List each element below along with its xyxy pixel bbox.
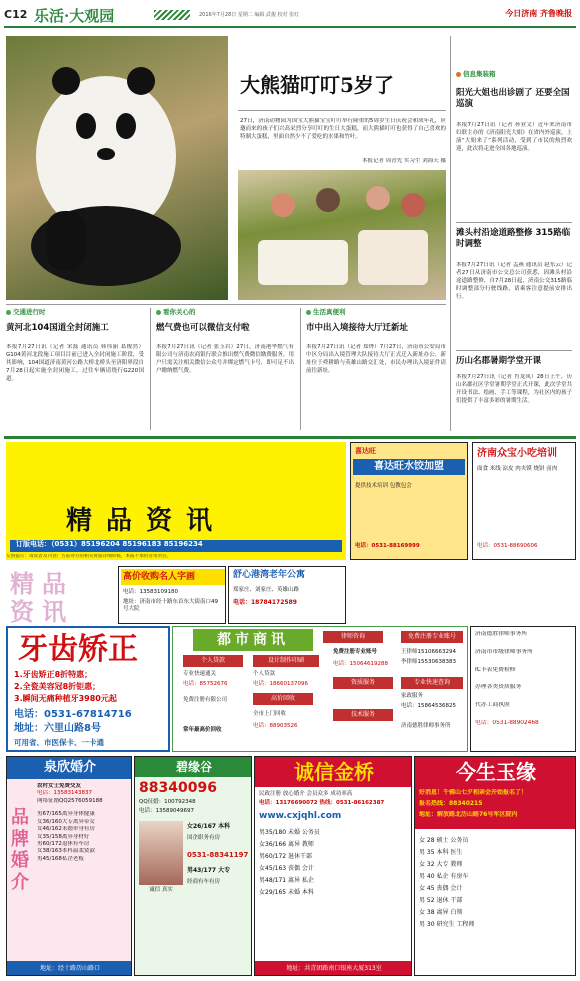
- banquet-brand: 喜达旺: [355, 447, 376, 455]
- bullet-icon: [6, 310, 11, 315]
- quanxin-side: 品牌婚介: [11, 807, 29, 893]
- jinsheng-item: 女 32 大专 教师: [419, 861, 463, 868]
- dushi-item: 个人贷款: [253, 671, 276, 677]
- side-body-3: 本报7月27日讯（记者 肖龙凤）28日上午，历山名郡社区学堂暑期学堂正式开课，此次学堂共开设书法、绘画、手工等课程，为社区内的孩子们提供了丰富多彩的暑期生活。: [456, 374, 572, 404]
- dushi-cat: 设计制作印刷: [253, 655, 319, 667]
- news-item: [156, 308, 294, 428]
- banquet-line-1: 提供技术培训 包教包会: [355, 483, 412, 489]
- news-title: 黄河北104国道全封闭施工: [6, 322, 109, 333]
- lead-title: 大熊猫叮叮5岁了: [240, 73, 394, 97]
- divider: [6, 304, 446, 305]
- quanxin-line: 农村女士免费交友: [37, 783, 82, 789]
- notice-line: IC卡表免费检修: [475, 666, 516, 673]
- jinsheng-ad: [414, 756, 576, 976]
- quanxin-line: 网络征婚QQ2576059188: [37, 797, 103, 804]
- jingpin-hotline: [10, 540, 342, 552]
- side-kicker: [456, 70, 496, 79]
- xingfu-line-1: 家政服务: [401, 693, 424, 699]
- dushi-cat: 高价回收: [253, 693, 313, 705]
- gaojia-logo-2: 资讯: [10, 597, 74, 626]
- bihe-ad: [134, 756, 252, 976]
- quanxin-line: 电话：13583143837: [37, 790, 92, 797]
- dental-title: 牙齿矫正: [18, 632, 138, 667]
- jingpin-notice: 友情提示：请读者及刊登广告前对方的相关资质详细审核，本报不承担连带责任。: [6, 554, 172, 559]
- side-title-1: 阳光大姐也出诊剧了 还要全国巡演: [456, 88, 570, 110]
- page-number: C12: [4, 8, 28, 21]
- notice-line: 济南市市级律师事务所: [475, 648, 533, 655]
- dushi-tel: 电话：15064619288: [333, 661, 388, 667]
- dushi-cat: 资质服务: [333, 677, 393, 689]
- shugang-ad: [228, 566, 346, 624]
- news-title: 燃气费也可以微信支付啦: [156, 322, 250, 333]
- dental-ad: [6, 626, 170, 752]
- shugang-title: 舒心港湾老年公寓: [233, 570, 306, 580]
- news-item: [6, 308, 144, 428]
- dushi-tel: 电话：85752676: [183, 681, 228, 687]
- right-notice-column: [470, 626, 576, 752]
- hotline-label: 订版电话：: [16, 540, 51, 548]
- dental-line-2: 2.全瓷美容冠8折钜惠；: [14, 682, 101, 691]
- news-kicker-label: 生活真便利: [313, 308, 346, 316]
- quanxin-line: 男67/165离异身体健康: [37, 811, 95, 818]
- newspaper-brand: 今日济南 齐鲁晚报: [505, 9, 572, 18]
- chengxin-item: 女45/163 丧偶 会计: [259, 865, 314, 872]
- jinsheng-item: 男 30 研究生 工程师: [419, 921, 475, 928]
- chengxin-line-1: 民政注册 放心婚介 会员众多 成功率高: [259, 791, 353, 797]
- chengxin-item: 女29/165 未婚 本科: [259, 889, 314, 896]
- quanxin-line: 男60/172退休有车房: [37, 840, 90, 847]
- jinsheng-line-3: 地址：解放路北历山路76号军区院内: [419, 811, 518, 819]
- chengxin-list: [259, 827, 409, 899]
- birthday-photo: [238, 170, 446, 300]
- dushi-cat: 免费注册专业账号: [401, 631, 463, 643]
- jinsheng-item: 男 35 本科 医生: [419, 849, 463, 856]
- quanxin-title: 泉欣婚介: [7, 757, 132, 779]
- jinsheng-item: 男 52 退休 干部: [419, 897, 463, 904]
- notice-line: 代办工商执照: [475, 702, 510, 709]
- chengxin-line-2: 电话：13176690072 热线：0531-86162387: [259, 800, 385, 806]
- snack-ad: [472, 442, 576, 560]
- bihe-tel: 88340096: [139, 780, 217, 796]
- dushi-cat: 技术服务: [333, 709, 393, 721]
- dushi-item: 常年最高价回收: [183, 727, 222, 733]
- section-title: 乐活·大观园: [34, 7, 115, 25]
- notice-line: 济南德胜律师事务所: [475, 631, 528, 637]
- news-item: [306, 308, 446, 428]
- jinsheng-banner: [415, 787, 576, 829]
- lawyer-item: 济南德胜律师事务所: [401, 723, 451, 729]
- dushi-item: 全市上门回收: [253, 711, 287, 717]
- chengxin-item: 男48/171 离异 私企: [259, 877, 314, 884]
- quanxin-list: [37, 783, 131, 863]
- dushi-tel: 电话：88903526: [253, 723, 298, 729]
- news-body: 本报7月27日讯（记者 张玉岩）27日，济南港华燃气有限公司与济南农商银行联合推出燃气费微信缴费服务，用户只需关注相关微信公众号并绑定燃气卡号，即可足不出户缴纳燃气费。: [156, 344, 294, 375]
- jinsheng-item: 女 45 丧偶 会计: [419, 885, 463, 892]
- news-kicker: [156, 308, 294, 317]
- dental-tel-number: 0531-67814716: [44, 709, 132, 720]
- lawyer-item: 王律师15106663294: [401, 649, 456, 655]
- shugang-line-2: 电话：18784172589: [233, 599, 297, 606]
- divider: [456, 222, 572, 223]
- jinsheng-item: 女 38 离异 白领: [419, 909, 463, 916]
- column-divider: [450, 36, 451, 431]
- jinsheng-item: 男 40 私企 有房车: [419, 873, 469, 880]
- quanxin-line: 女35/158离异身材好: [37, 833, 90, 840]
- news-body: 本报7月27日讯（记者 宋磊 通讯员 韩伟丽 葛俊然）G104黄河北段施工项目目前已进入全封闭施工阶段，受其影响，104国道济南黄河公路大桥北桥头至济阳界段自7月28日起实施全封闭施工，过往车辆请绕行G220国道。: [6, 344, 144, 383]
- dental-tel-label: 电话：: [14, 709, 44, 720]
- chengxin-title: 诚信金桥: [255, 757, 412, 787]
- lead-credit: 本报记者 周青先 实习生 刘海天 摄: [362, 158, 446, 164]
- gaojia-ad: [118, 566, 226, 624]
- news-kicker: [6, 308, 144, 317]
- quanxin-line: 女46/162未婚单身有房: [37, 826, 95, 833]
- quanxin-line: 男45/168私企老板: [37, 855, 84, 862]
- column-divider: [150, 308, 151, 430]
- dental-note: 可用省、市医保卡、一卡通: [14, 738, 104, 747]
- gaojia-head: 高价收购名人字画: [121, 569, 225, 585]
- bullet-icon: [306, 310, 311, 315]
- jingpin-top-fill: [6, 442, 346, 500]
- jinsheng-title: 今生玉缘: [415, 757, 576, 787]
- header-decoration: [154, 10, 190, 20]
- banquet-line-2: 电话：0531-88169999: [355, 543, 420, 549]
- chengxin-ad: [254, 756, 412, 976]
- dental-line-1: 1.牙齿矫正8折特惠；: [14, 670, 93, 679]
- divider: [456, 350, 572, 351]
- snack-line-1: 面食 米线 凉皮 肉夹馍 烧饼 卤肉: [477, 466, 558, 472]
- divider: [238, 110, 446, 111]
- bihe-tel-2: 0531-88341197: [187, 851, 249, 859]
- chengxin-site: www.cxjqhl.com: [259, 811, 342, 821]
- snack-line-2: 电话：0531-88690606: [477, 543, 538, 549]
- dushi-ad: [172, 626, 468, 752]
- jingpin-banner: [6, 500, 346, 560]
- jingpin-title: 精品资讯: [66, 506, 227, 536]
- side-kicker-label: 信息集装箱: [463, 70, 496, 78]
- dental-line-3: 3.瞬间无痛种植牙3980元起: [14, 694, 117, 703]
- jinsheng-item: 女 28 硕士 公务员: [419, 837, 469, 844]
- dushi-item: 免费注册专业账号: [333, 649, 378, 655]
- notice-line: 办理各类资质服务: [475, 684, 522, 691]
- bihe-line-4: 国企职务有房: [187, 835, 221, 841]
- dental-tel: [14, 708, 132, 722]
- gaojia-logo: [6, 566, 116, 626]
- gaojia-tel: 电话：13583109180: [123, 589, 178, 595]
- side-title-2: 滩头村沿途道路整修 315路临时调整: [456, 228, 571, 250]
- gaojia-addr: 地址：济南市经十路东首东大街南口49号大院: [123, 599, 218, 613]
- ad-divider: [4, 436, 576, 439]
- column-divider: [300, 308, 301, 430]
- quanxin-line: 女38/163本科温柔贤淑: [37, 848, 95, 855]
- jinsheng-line-2: 报名热线：88340215: [419, 800, 483, 808]
- page-header: [4, 4, 576, 28]
- bihe-line-6: 经商有车有房: [187, 879, 221, 885]
- side-title-3: 历山名郡暑期学堂开课: [456, 356, 542, 366]
- gaojia-logo-1: 精品: [10, 569, 74, 598]
- dushi-item: 专业快速通关: [183, 671, 217, 677]
- snack-title: 济南众宝小吃培训: [477, 448, 557, 459]
- news-kicker: [306, 308, 446, 317]
- bihe-line-2: 电话：13589049697: [139, 808, 194, 814]
- news-body: 本报7月27日讯（记者 郑烨）7月27日，济南市公安局市中区分局出入境管理大队接待大厅正式迁入新址办公，新址位于舜耕路与英雄山路交汇处，市民办理出入境证件请前往新址。: [306, 344, 446, 375]
- lead-body: 27日，济南动物园为国宝大熊猫宝宝叮叮举行隆重的5周岁生日庆祝会和成年礼，应邀而来的孩子们兴高采烈分享叮叮的生日大蛋糕，而大熊猫叮叮也获得了自己喜欢的特制大蛋糕，里面自然少不了爱吃的水果和竹叶。: [240, 118, 446, 140]
- quanxin-ad: [6, 756, 132, 976]
- lawyer-item: 李律师15530638383: [401, 659, 456, 665]
- chengxin-item: 女36/166 离异 教师: [259, 841, 314, 848]
- panda-photo: [6, 36, 228, 300]
- news-kicker-label: 看你关心的: [163, 308, 196, 316]
- jinsheng-line-1: 好消息！千佛山七夕相亲会开始报名了！: [419, 789, 528, 796]
- bihe-line-5: 男43/177 大专: [187, 867, 231, 874]
- bihe-photo: [139, 821, 183, 885]
- xingfu-line-2: 电话：15864536825: [401, 703, 456, 709]
- jinsheng-list: [419, 835, 573, 931]
- bullet-icon: [456, 72, 461, 77]
- side-body-1: 本报7月27日讯（记者 孙业文）近年来济南市妇联主办的《济南阳光大姐》在省内外巡演，上演“大姐来了”系列活动，受到了市民的热烈欢迎，此次将走进全国各地巡演。: [456, 122, 572, 152]
- news-title: 市中出入境接待大厅迁新址: [306, 322, 409, 333]
- dushi-cat: 专业快速查询: [401, 677, 463, 689]
- quanxin-addr: 地址：经十路历山路口: [7, 961, 132, 976]
- hotline-number: （0531）85196204 85196183 85196234: [51, 540, 203, 548]
- dushi-tel: 电话：18660137096: [253, 681, 308, 687]
- issue-meta: 2016年7月28日 星期二 编辑 武俊 校对 张红: [199, 12, 300, 18]
- dental-addr: 地址：六里山路8号: [14, 723, 101, 734]
- banquet-title: 喜达旺水饺加盟: [353, 459, 465, 475]
- bihe-line-1: QQ征婚：100792348: [139, 799, 196, 805]
- dushi-title: 都市商讯: [193, 629, 313, 651]
- bullet-icon: [156, 310, 161, 315]
- notice-line: 电话：0531-88902468: [475, 720, 539, 727]
- side-body-2: 本报7月27日讯（记者 孟燕 通讯员 赵东云）记者27日从济南市公交总公司获悉，因滩头村沿途道路整修，自7月28日起，济南公交315路临时调整部分行驶线路，请乘客注意提前安排出行。: [456, 262, 572, 300]
- bihe-line-3: 女26/167 本科: [187, 823, 231, 830]
- chengxin-item: 男35/180 未婚 公务员: [259, 829, 320, 836]
- quanxin-line: 女36/160大专离异带女: [37, 818, 95, 825]
- bihe-title: 碧缘谷: [135, 757, 252, 777]
- news-kicker-label: 交通进行时: [13, 308, 46, 316]
- dushi-cat: 个人贷款: [183, 655, 243, 667]
- chengxin-addr: 地址：共青团路南口银座大厦313室: [255, 961, 412, 976]
- shugang-line-1: 郑家庄、刘家庄、英雄山路: [233, 587, 300, 593]
- chengxin-item: 男60/172 退休干部: [259, 853, 313, 860]
- dushi-item: 免费注册有限公司: [183, 697, 228, 703]
- bihe-photo-caption: 诚信 真实: [149, 887, 173, 893]
- banquet-ad: [350, 442, 468, 560]
- dushi-cat: 律师咨询: [323, 631, 383, 643]
